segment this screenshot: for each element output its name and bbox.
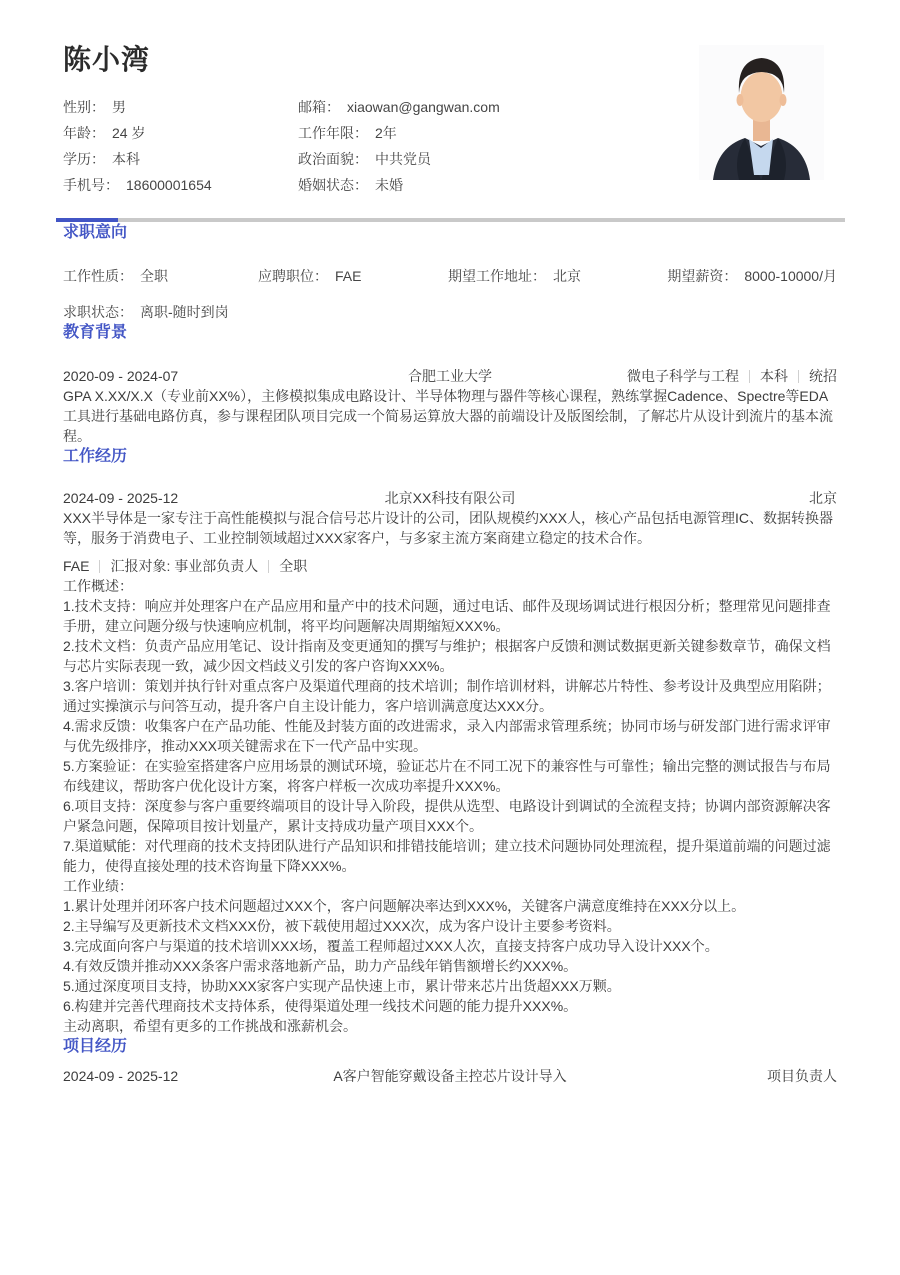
ji-value: 全职	[140, 268, 168, 284]
id-photo-illustration	[699, 45, 824, 180]
education-degree-info	[492, 366, 837, 386]
ji-value: 北京	[553, 268, 581, 284]
work-achievement-item: 1.累计处理并闭环客户技术问题超过XXX个，客户问题解决率达到XXX%，关键客户满意度维持在XXX分以上。	[63, 898, 746, 914]
ji-label: 工作性质：	[63, 268, 133, 284]
ji-label: 求职状态：	[63, 304, 133, 320]
personal-info-col-2	[298, 94, 500, 198]
ji-label: 应聘职位：	[258, 268, 328, 284]
info-label: 工作年限：	[298, 125, 368, 141]
education-major: 微电子科学与工程	[627, 368, 739, 384]
work-position-row	[63, 556, 837, 576]
info-value: 未婚	[375, 177, 403, 193]
info-label: 婚姻状态：	[298, 177, 368, 193]
info-value: 男	[112, 99, 126, 115]
ji-value: 8000-10000/月	[744, 268, 837, 284]
info-label: 学历：	[63, 151, 105, 167]
section-title-education: 教育背景	[63, 324, 128, 341]
education-period: 2020-09 - 2024-07	[63, 368, 179, 384]
education-degree: 本科	[760, 368, 788, 384]
info-political-status	[298, 146, 500, 172]
info-value: 中共党员	[375, 151, 431, 167]
section-title-project: 项目经历	[63, 1038, 128, 1055]
project-role: 项目负责人	[767, 1068, 837, 1084]
education-enrollment: 统招	[809, 368, 837, 384]
section-title-job-intention: 求职意向	[63, 224, 128, 241]
ji-value: 离职-随时到岗	[140, 304, 229, 320]
education-school: 合肥工业大学	[408, 368, 492, 384]
work-period: 2024-09 - 2025-12	[63, 490, 179, 506]
work-achievement-item: 5.通过深度项目支持，协助XXX家客户实现产品快速上市，累计带来芯片出货超XXX万颗。	[63, 978, 621, 994]
ji-label: 期望薪资：	[667, 268, 738, 284]
section-title-work: 工作经历	[63, 448, 128, 465]
work-employment-type: 全职	[279, 558, 308, 574]
info-gender	[63, 94, 298, 120]
work-overview-label: 工作概述：	[63, 578, 133, 594]
work-overview-item: 6.项目支持：深度参与客户重要终端项目的设计导入阶段，提供从选型、电路设计到调试的全流程支持；协调内部资源解决客户紧急问题，保障项目按计划量产，累计支持成功量产项目XXX个。	[63, 798, 831, 834]
education-row	[63, 366, 837, 386]
ji-salary	[667, 266, 837, 286]
info-label: 年龄：	[63, 125, 105, 141]
id-photo	[699, 45, 824, 180]
ji-work-type	[63, 266, 258, 286]
ji-position	[258, 266, 448, 286]
work-achievement-item: 4.有效反馈并推动XXX条客户需求落地新产品，助力产品线年销售额增长约XXX%。	[63, 958, 578, 974]
info-label: 性别：	[63, 99, 105, 115]
candidate-name: 陈小湾	[63, 44, 151, 75]
info-value: 18600001654	[126, 177, 212, 193]
info-phone	[63, 172, 298, 198]
ji-label: 期望工作地址：	[448, 268, 546, 284]
info-value: 本科	[112, 151, 140, 167]
info-marital-status	[298, 172, 500, 198]
work-overview-item: 7.渠道赋能：对代理商的技术支持团队进行产品知识和排错技能培训；建立技术问题协同处理流程，提升渠道前端的问题过滤能力，使得直接处理的技术咨询量下降XXX%。	[63, 838, 831, 874]
info-email	[298, 94, 500, 120]
work-achievement-item: 3.完成面向客户与渠道的技术培训XXX场，覆盖工程师超过XXX人次，直接支持客户成功导入设计XXX个。	[63, 938, 719, 954]
info-label: 手机号：	[63, 177, 119, 193]
work-overview-item: 2.技术文档：负责产品应用笔记、设计指南及变更通知的撰写与维护；根据客户反馈和测试数据更新关键参数章节，确保文档与芯片实际表现一致，减少因文档歧义引发的客户咨询XXX%。	[63, 638, 831, 674]
work-achievement-item: 6.构建并完善代理商技术支持体系，使得渠道处理一线技术问题的能力提升XXX%。	[63, 998, 578, 1014]
info-value: 2年	[375, 125, 397, 141]
info-value: 24 岁	[112, 125, 146, 141]
work-leave-reason: 主动离职，希望有更多的工作挑战和涨薪机会。	[63, 1018, 357, 1034]
job-intention-row-1	[63, 266, 837, 286]
info-label: 邮箱：	[298, 99, 340, 115]
separator	[99, 560, 100, 573]
project-period: 2024-09 - 2025-12	[63, 1068, 179, 1084]
project-row	[63, 1066, 837, 1086]
personal-info-col-1	[63, 94, 298, 198]
job-intention-row-2	[63, 302, 837, 322]
work-overview-item: 4.需求反馈：收集客户在产品功能、性能及封装方面的改进需求，录入内部需求管理系统；协同市场与研发部门进行需求评审与优先级排序，推动XXX项关键需求在下一代产品中实现。	[63, 718, 831, 754]
separator	[268, 560, 269, 573]
info-work-years	[298, 120, 500, 146]
info-value: xiaowan@gangwan.com	[347, 99, 500, 115]
work-overview-item: 5.方案验证：在实验室搭建客户应用场景的测试环境，验证芯片在不同工况下的兼容性与可靠性；输出完整的测试报告与布局布线建议，帮助客户优化设计方案，将客户样板一次成功率提升XXX%。	[63, 758, 831, 794]
info-label: 政治面貌：	[298, 151, 368, 167]
work-achievement-item: 2.主导编写及更新技术文档XXX份，被下载使用超过XXX次，成为客户设计主要参考资料。	[63, 918, 621, 934]
separator	[798, 370, 799, 383]
education-description: GPA X.XX/X.X（专业前XX%），主修模拟集成电路设计、半导体物理与器件等核心课程，熟练掌握Cadence、Spectre等EDA工具进行基础电路仿真，参与课程团队项目完成一个简易运算放大器的前端设计及版图绘制，了解芯片从设计到流片的基本流程。	[63, 388, 833, 444]
work-achievements-label: 工作业绩：	[63, 878, 133, 894]
work-header-row	[63, 488, 837, 508]
work-overview-item: 3.客户培训：策划并执行针对重点客户及渠道代理商的技术培训；制作培训材料，讲解芯片特性、参考设计及典型应用陷阱；通过实操演示与问答互动，提升客户自主设计能力，客户培训满意度达XXX分。	[63, 678, 831, 714]
project-name: A客户智能穿戴设备主控芯片设计导入	[333, 1068, 567, 1084]
separator	[749, 370, 750, 383]
work-company: 北京XX科技有限公司	[384, 490, 516, 506]
work-company-intro: XXX半导体是一家专注于高性能模拟与混合信号芯片设计的公司，团队规模约XXX人，核心产品包括电源管理IC、数据转换器等，服务于消费电子、工业控制领域超过XXX家客户，与多家主流方案商建立稳定的技术合作。	[63, 510, 834, 546]
work-position: FAE	[63, 558, 90, 574]
work-overview-item: 1.技术支持：响应并处理客户在产品应用和量产中的技术问题，通过电话、邮件及现场调试进行根因分析；整理常见问题排查手册，建立问题分级与快速响应机制，将平均问题解决周期缩短XXX%。	[63, 598, 831, 634]
ji-value: FAE	[335, 268, 362, 284]
ji-location	[448, 266, 667, 286]
info-education	[63, 146, 298, 172]
info-age	[63, 120, 298, 146]
work-report-to: 汇报对象: 事业部负责人	[110, 558, 259, 574]
work-location: 北京	[809, 490, 837, 506]
